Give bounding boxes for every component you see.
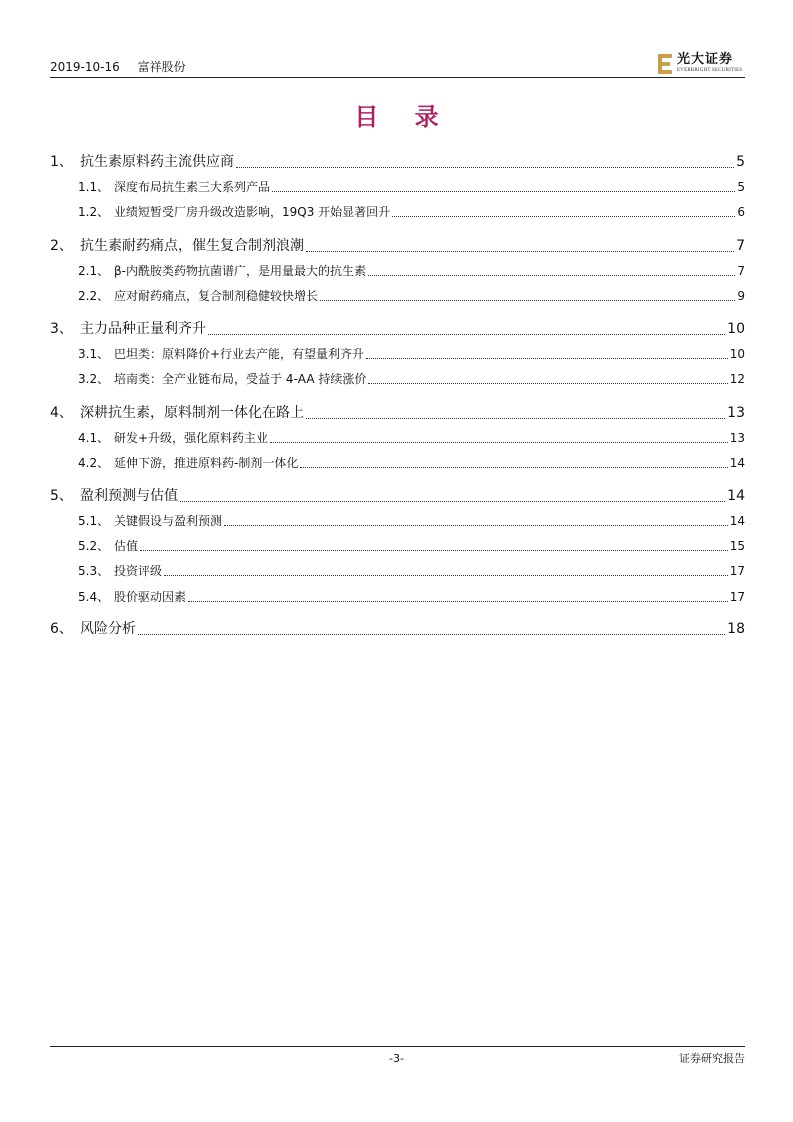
toc-dot-leader xyxy=(368,274,735,276)
toc-entry-title: 深耕抗生素，原料制剂一体化在路上 xyxy=(80,405,304,421)
toc-entry[interactable] xyxy=(50,538,745,554)
toc-entry-title: 关键假设与盈利预测 xyxy=(114,514,223,528)
toc-entry[interactable] xyxy=(50,320,745,338)
toc-dot-leader xyxy=(208,333,725,335)
toc-entry-number: 1.1、 xyxy=(78,180,110,194)
toc-entry[interactable] xyxy=(50,263,745,279)
toc-entry-number: 5.1、 xyxy=(78,514,110,528)
company-name: 富祥股份 xyxy=(137,60,186,74)
toc-entry-title: 延伸下游，推进原料药-制剂一体化 xyxy=(114,456,299,470)
toc-entry-title: 抗生素耐药痛点，催生复合制剂浪潮 xyxy=(80,238,304,254)
toc-entry-number: 1、 xyxy=(50,154,73,170)
toc-entry-number: 3.1、 xyxy=(78,347,110,361)
toc-dot-leader xyxy=(320,299,735,301)
toc-entry-page: 13 xyxy=(727,405,745,421)
toc-entry-page: 12 xyxy=(729,372,745,386)
toc-entry-title: 培南类：全产业链布局，受益于 4-AA 持续涨价 xyxy=(114,372,367,386)
toc-entry-title: 巴坦类：原料降价+行业去产能，有望量利齐升 xyxy=(114,347,365,361)
toc-dot-leader xyxy=(368,382,727,384)
toc-entry-title: 盈利预测与估值 xyxy=(80,488,178,504)
toc-dot-leader xyxy=(366,357,728,359)
toc-entry[interactable] xyxy=(50,455,745,471)
toc-entry-number: 4.2、 xyxy=(78,456,110,470)
toc-entry-page: 10 xyxy=(729,347,745,361)
toc-entry-number: 5.2、 xyxy=(78,539,110,553)
logo-subtitle: EVERBRIGHT SECURITIES xyxy=(677,68,743,73)
toc-entry-title: 深度布局抗生素三大系列产品 xyxy=(114,180,271,194)
toc-entry-number: 5.3、 xyxy=(78,564,110,578)
report-type: 证券研究报告 xyxy=(679,1052,745,1065)
page-header xyxy=(50,52,745,78)
toc-entry-title: 风险分析 xyxy=(80,621,136,637)
toc-entry-page: 9 xyxy=(737,289,745,303)
toc-dot-leader xyxy=(392,215,735,217)
toc-entry-page: 7 xyxy=(737,264,745,278)
toc-entry-page: 14 xyxy=(729,456,745,470)
toc-entry[interactable] xyxy=(50,288,745,304)
everbright-logo-icon xyxy=(657,53,673,75)
toc-dot-leader xyxy=(272,190,735,192)
toc-entry-number: 2、 xyxy=(50,238,73,254)
page-number: -3- xyxy=(389,1052,404,1065)
toc-entry-page: 17 xyxy=(729,590,745,604)
toc-entry-number: 3、 xyxy=(50,321,73,337)
toc-entry[interactable] xyxy=(50,237,745,255)
toc-dot-leader xyxy=(138,633,725,635)
toc-entry-number: 5、 xyxy=(50,488,73,504)
toc-entry-page: 13 xyxy=(729,431,745,445)
toc-entry[interactable] xyxy=(50,204,745,220)
toc-entry-number: 4、 xyxy=(50,405,73,421)
toc-entry[interactable] xyxy=(50,513,745,529)
toc-entry-number: 5.4、 xyxy=(78,590,110,604)
toc-entry-number: 3.2、 xyxy=(78,372,110,386)
toc-entry[interactable] xyxy=(50,404,745,422)
toc-entry[interactable] xyxy=(50,346,745,362)
toc-entry-number: 6、 xyxy=(50,621,73,637)
toc-entry-page: 7 xyxy=(736,238,745,254)
toc-entry-page: 15 xyxy=(729,539,745,553)
toc-entry-number: 2.2、 xyxy=(78,289,110,303)
toc-entry[interactable] xyxy=(50,430,745,446)
toc-dot-leader xyxy=(164,574,728,576)
everbright-logo xyxy=(657,52,745,76)
toc-dot-leader xyxy=(224,524,728,526)
toc-entry-page: 6 xyxy=(737,205,745,219)
toc-entry[interactable] xyxy=(50,153,745,171)
toc-entry[interactable] xyxy=(50,179,745,195)
toc-entry-number: 2.1、 xyxy=(78,264,110,278)
toc-entry-page: 10 xyxy=(727,321,745,337)
toc-entry-title: 应对耐药痛点，复合制剂稳健较快增长 xyxy=(114,289,319,303)
logo-name: 光大证券 xyxy=(677,52,734,67)
toc-entry[interactable] xyxy=(50,487,745,505)
toc-entry-title: 抗生素原料药主流供应商 xyxy=(80,154,234,170)
toc-entry-title: 估值 xyxy=(114,539,139,553)
toc-dot-leader xyxy=(300,466,727,468)
toc-entry-title: 业绩短暂受厂房升级改造影响，19Q3 开始显著回升 xyxy=(114,205,391,219)
toc-entry-page: 14 xyxy=(729,514,745,528)
toc-dot-leader xyxy=(306,250,734,252)
header-info xyxy=(50,60,186,74)
toc-entry-page: 5 xyxy=(737,180,745,194)
toc-entry[interactable] xyxy=(50,589,745,605)
toc-entry[interactable] xyxy=(50,371,745,387)
toc-entry-title: 投资评级 xyxy=(114,564,163,578)
toc-entry-page: 5 xyxy=(736,154,745,170)
footer-divider xyxy=(50,1046,745,1047)
toc-entry-title: 主力品种正量利齐升 xyxy=(80,321,206,337)
toc-dot-leader xyxy=(270,441,728,443)
toc-entry-page: 14 xyxy=(727,488,745,504)
toc-entry-page: 18 xyxy=(727,621,745,637)
toc-dot-leader xyxy=(188,600,728,602)
toc-dot-leader xyxy=(180,500,725,502)
toc-dot-leader xyxy=(306,417,725,419)
toc-entry-title: 研发+升级，强化原料药主业 xyxy=(114,431,269,445)
toc-entry-number: 1.2、 xyxy=(78,205,110,219)
toc-entry-number: 4.1、 xyxy=(78,431,110,445)
toc-dot-leader xyxy=(140,549,728,551)
toc-entry-page: 17 xyxy=(729,564,745,578)
report-date: 2019-10-16 xyxy=(50,60,120,74)
toc-entry-title: β-内酰胺类药物抗菌谱广，是用量最大的抗生素 xyxy=(114,264,366,278)
toc-dot-leader xyxy=(236,166,734,168)
toc-title: 目 录 xyxy=(354,103,453,131)
toc-entry[interactable] xyxy=(50,620,745,638)
header-divider xyxy=(50,77,745,78)
toc-entry[interactable] xyxy=(50,563,745,579)
toc-entry-title: 股价驱动因素 xyxy=(114,590,187,604)
